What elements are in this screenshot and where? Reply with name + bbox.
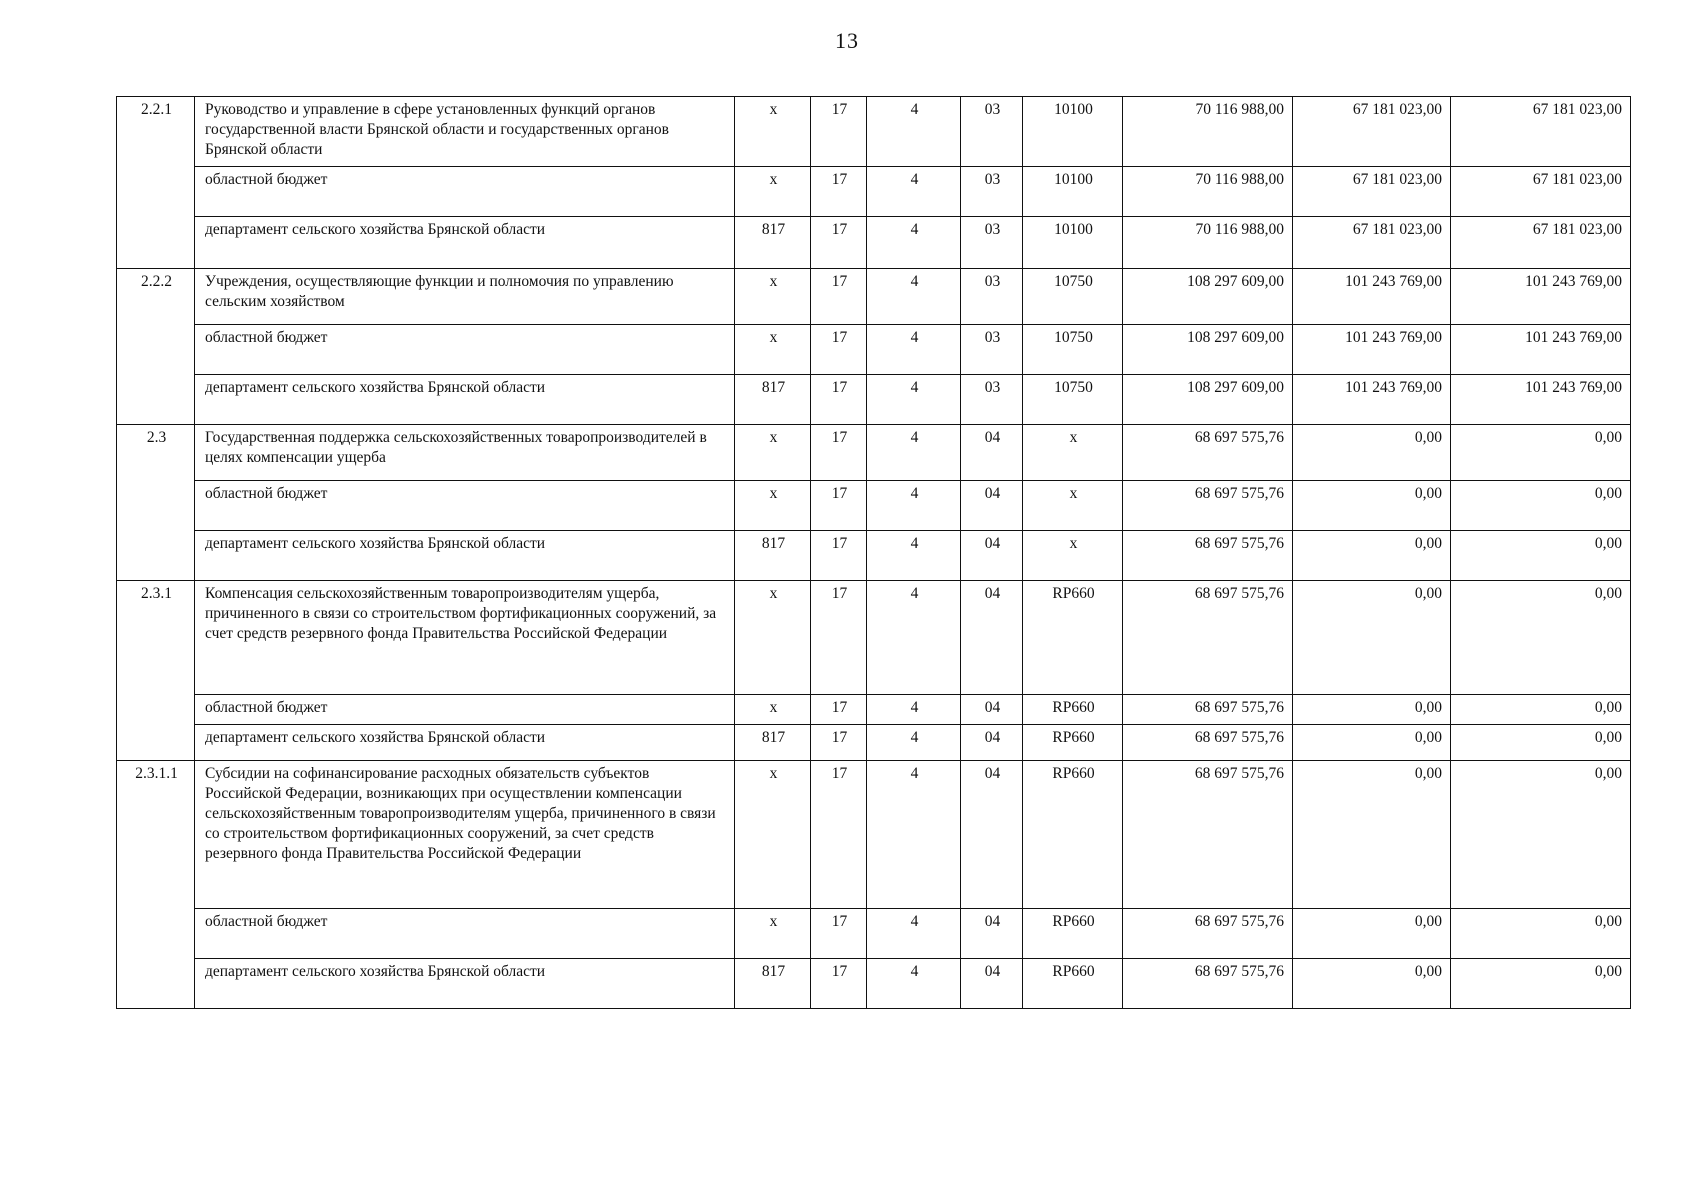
expense-direction-cell: RP660 (1023, 909, 1123, 959)
subprogram-code-cell: 4 (867, 761, 961, 909)
program-code-cell: 17 (811, 217, 867, 269)
amount-year2-cell: 0,00 (1293, 531, 1451, 581)
amount-year2-cell: 101 243 769,00 (1293, 375, 1451, 425)
subprogram-code-cell: 4 (867, 531, 961, 581)
admin-code-cell: 817 (735, 725, 811, 761)
amount-year1-cell: 70 116 988,00 (1123, 167, 1293, 217)
amount-year2-cell: 0,00 (1293, 481, 1451, 531)
name-cell: областной бюджет (195, 909, 735, 959)
name-cell: областной бюджет (195, 325, 735, 375)
main-activity-cell: 04 (961, 761, 1023, 909)
name-cell: департамент сельского хозяйства Брянской области (195, 725, 735, 761)
amount-year1-cell: 68 697 575,76 (1123, 531, 1293, 581)
expense-direction-cell: RP660 (1023, 761, 1123, 909)
page-number: 13 (835, 28, 859, 53)
amount-year3-cell: 67 181 023,00 (1451, 97, 1631, 167)
amount-year3-cell: 0,00 (1451, 481, 1631, 531)
name-cell: областной бюджет (195, 481, 735, 531)
name-cell: Компенсация сельскохозяйственным товаропроизводителям ущерба, причиненного в связи со строительством фортификационных сооружений, за счет средств резервного фонда Правительства Российской Федерации (195, 581, 735, 695)
amount-year1-cell: 68 697 575,76 (1123, 725, 1293, 761)
table-row (117, 481, 1631, 531)
admin-code-cell: 817 (735, 375, 811, 425)
admin-code-cell: х (735, 325, 811, 375)
admin-code-cell: х (735, 761, 811, 909)
amount-year1-cell: 70 116 988,00 (1123, 217, 1293, 269)
amount-year1-cell: 108 297 609,00 (1123, 375, 1293, 425)
row-number-cell: 2.2.1 (117, 97, 195, 269)
table-row (117, 97, 1631, 167)
amount-year2-cell: 0,00 (1293, 959, 1451, 1009)
table-row (117, 531, 1631, 581)
admin-code-cell: 817 (735, 217, 811, 269)
expense-direction-cell: х (1023, 481, 1123, 531)
amount-year1-cell: 68 697 575,76 (1123, 481, 1293, 531)
table-row (117, 269, 1631, 325)
subprogram-code-cell: 4 (867, 97, 961, 167)
amount-year1-cell: 68 697 575,76 (1123, 695, 1293, 725)
main-activity-cell: 04 (961, 425, 1023, 481)
program-code-cell: 17 (811, 531, 867, 581)
subprogram-code-cell: 4 (867, 695, 961, 725)
expense-direction-cell: 10750 (1023, 375, 1123, 425)
amount-year1-cell: 70 116 988,00 (1123, 97, 1293, 167)
admin-code-cell: х (735, 167, 811, 217)
expense-direction-cell: 10100 (1023, 97, 1123, 167)
name-cell: департамент сельского хозяйства Брянской области (195, 375, 735, 425)
table-row (117, 909, 1631, 959)
amount-year1-cell: 68 697 575,76 (1123, 909, 1293, 959)
amount-year2-cell: 101 243 769,00 (1293, 269, 1451, 325)
table-body (117, 97, 1631, 1009)
program-code-cell: 17 (811, 959, 867, 1009)
row-number-cell: 2.3.1 (117, 581, 195, 761)
amount-year3-cell: 0,00 (1451, 581, 1631, 695)
amount-year3-cell: 0,00 (1451, 909, 1631, 959)
subprogram-code-cell: 4 (867, 425, 961, 481)
expense-direction-cell: 10750 (1023, 325, 1123, 375)
amount-year1-cell: 68 697 575,76 (1123, 581, 1293, 695)
subprogram-code-cell: 4 (867, 481, 961, 531)
amount-year3-cell: 0,00 (1451, 761, 1631, 909)
subprogram-code-cell: 4 (867, 725, 961, 761)
amount-year1-cell: 108 297 609,00 (1123, 325, 1293, 375)
table-row (117, 695, 1631, 725)
amount-year3-cell: 0,00 (1451, 425, 1631, 481)
table-row (117, 217, 1631, 269)
expense-direction-cell: х (1023, 531, 1123, 581)
main-activity-cell: 03 (961, 269, 1023, 325)
main-activity-cell: 03 (961, 325, 1023, 375)
table-row (117, 761, 1631, 909)
amount-year2-cell: 0,00 (1293, 695, 1451, 725)
name-cell: Учреждения, осуществляющие функции и полномочия по управлению сельским хозяйством (195, 269, 735, 325)
table-row (117, 725, 1631, 761)
name-cell: Субсидии на софинансирование расходных обязательств субъектов Российской Федерации, возникающих при осуществлении компенсации сельскохозяйственным товаропроизводителям ущерба, причиненного в связи со строительством фортификационных сооружений, за счет средств резервного фонда Правительства Российской Федерации (195, 761, 735, 909)
name-cell: областной бюджет (195, 695, 735, 725)
subprogram-code-cell: 4 (867, 909, 961, 959)
subprogram-code-cell: 4 (867, 581, 961, 695)
budget-table (116, 96, 1631, 1009)
amount-year2-cell: 67 181 023,00 (1293, 217, 1451, 269)
main-activity-cell: 04 (961, 581, 1023, 695)
table-row (117, 375, 1631, 425)
main-activity-cell: 03 (961, 375, 1023, 425)
subprogram-code-cell: 4 (867, 269, 961, 325)
amount-year3-cell: 0,00 (1451, 531, 1631, 581)
subprogram-code-cell: 4 (867, 325, 961, 375)
amount-year1-cell: 68 697 575,76 (1123, 959, 1293, 1009)
expense-direction-cell: RP660 (1023, 581, 1123, 695)
program-code-cell: 17 (811, 425, 867, 481)
program-code-cell: 17 (811, 761, 867, 909)
name-cell: областной бюджет (195, 167, 735, 217)
program-code-cell: 17 (811, 481, 867, 531)
amount-year1-cell: 108 297 609,00 (1123, 269, 1293, 325)
amount-year3-cell: 0,00 (1451, 725, 1631, 761)
name-cell: Государственная поддержка сельскохозяйственных товаропроизводителей в целях компенсации ущерба (195, 425, 735, 481)
expense-direction-cell: RP660 (1023, 959, 1123, 1009)
main-activity-cell: 03 (961, 97, 1023, 167)
expense-direction-cell: х (1023, 425, 1123, 481)
subprogram-code-cell: 4 (867, 167, 961, 217)
main-activity-cell: 03 (961, 167, 1023, 217)
program-code-cell: 17 (811, 167, 867, 217)
subprogram-code-cell: 4 (867, 959, 961, 1009)
expense-direction-cell: 10750 (1023, 269, 1123, 325)
row-number-cell: 2.2.2 (117, 269, 195, 425)
admin-code-cell: х (735, 909, 811, 959)
main-activity-cell: 04 (961, 481, 1023, 531)
program-code-cell: 17 (811, 581, 867, 695)
expense-direction-cell: 10100 (1023, 217, 1123, 269)
amount-year3-cell: 101 243 769,00 (1451, 325, 1631, 375)
row-number-cell: 2.3.1.1 (117, 761, 195, 1009)
name-cell: департамент сельского хозяйства Брянской области (195, 959, 735, 1009)
amount-year3-cell: 101 243 769,00 (1451, 375, 1631, 425)
expense-direction-cell: RP660 (1023, 725, 1123, 761)
amount-year2-cell: 67 181 023,00 (1293, 167, 1451, 217)
main-activity-cell: 04 (961, 909, 1023, 959)
amount-year3-cell: 67 181 023,00 (1451, 167, 1631, 217)
expense-direction-cell: RP660 (1023, 695, 1123, 725)
program-code-cell: 17 (811, 325, 867, 375)
amount-year2-cell: 0,00 (1293, 725, 1451, 761)
admin-code-cell: 817 (735, 531, 811, 581)
program-code-cell: 17 (811, 375, 867, 425)
program-code-cell: 17 (811, 695, 867, 725)
amount-year3-cell: 0,00 (1451, 695, 1631, 725)
amount-year2-cell: 67 181 023,00 (1293, 97, 1451, 167)
main-activity-cell: 04 (961, 725, 1023, 761)
program-code-cell: 17 (811, 909, 867, 959)
admin-code-cell: х (735, 481, 811, 531)
amount-year2-cell: 0,00 (1293, 909, 1451, 959)
table-row (117, 167, 1631, 217)
amount-year2-cell: 0,00 (1293, 425, 1451, 481)
main-activity-cell: 04 (961, 959, 1023, 1009)
table-row (117, 325, 1631, 375)
amount-year2-cell: 0,00 (1293, 581, 1451, 695)
admin-code-cell: х (735, 581, 811, 695)
amount-year2-cell: 101 243 769,00 (1293, 325, 1451, 375)
admin-code-cell: х (735, 97, 811, 167)
main-activity-cell: 04 (961, 695, 1023, 725)
table-row (117, 425, 1631, 481)
table-row (117, 959, 1631, 1009)
amount-year3-cell: 101 243 769,00 (1451, 269, 1631, 325)
name-cell: департамент сельского хозяйства Брянской области (195, 531, 735, 581)
subprogram-code-cell: 4 (867, 375, 961, 425)
row-number-cell: 2.3 (117, 425, 195, 581)
program-code-cell: 17 (811, 269, 867, 325)
admin-code-cell: 817 (735, 959, 811, 1009)
main-activity-cell: 04 (961, 531, 1023, 581)
name-cell: Руководство и управление в сфере установленных функций органов государственной власти Брянской области и государственных органов Брянской области (195, 97, 735, 167)
expense-direction-cell: 10100 (1023, 167, 1123, 217)
program-code-cell: 17 (811, 725, 867, 761)
table-row (117, 581, 1631, 695)
amount-year1-cell: 68 697 575,76 (1123, 761, 1293, 909)
amount-year3-cell: 0,00 (1451, 959, 1631, 1009)
admin-code-cell: х (735, 269, 811, 325)
program-code-cell: 17 (811, 97, 867, 167)
amount-year1-cell: 68 697 575,76 (1123, 425, 1293, 481)
main-activity-cell: 03 (961, 217, 1023, 269)
name-cell: департамент сельского хозяйства Брянской области (195, 217, 735, 269)
amount-year3-cell: 67 181 023,00 (1451, 217, 1631, 269)
amount-year2-cell: 0,00 (1293, 761, 1451, 909)
subprogram-code-cell: 4 (867, 217, 961, 269)
admin-code-cell: х (735, 695, 811, 725)
admin-code-cell: х (735, 425, 811, 481)
